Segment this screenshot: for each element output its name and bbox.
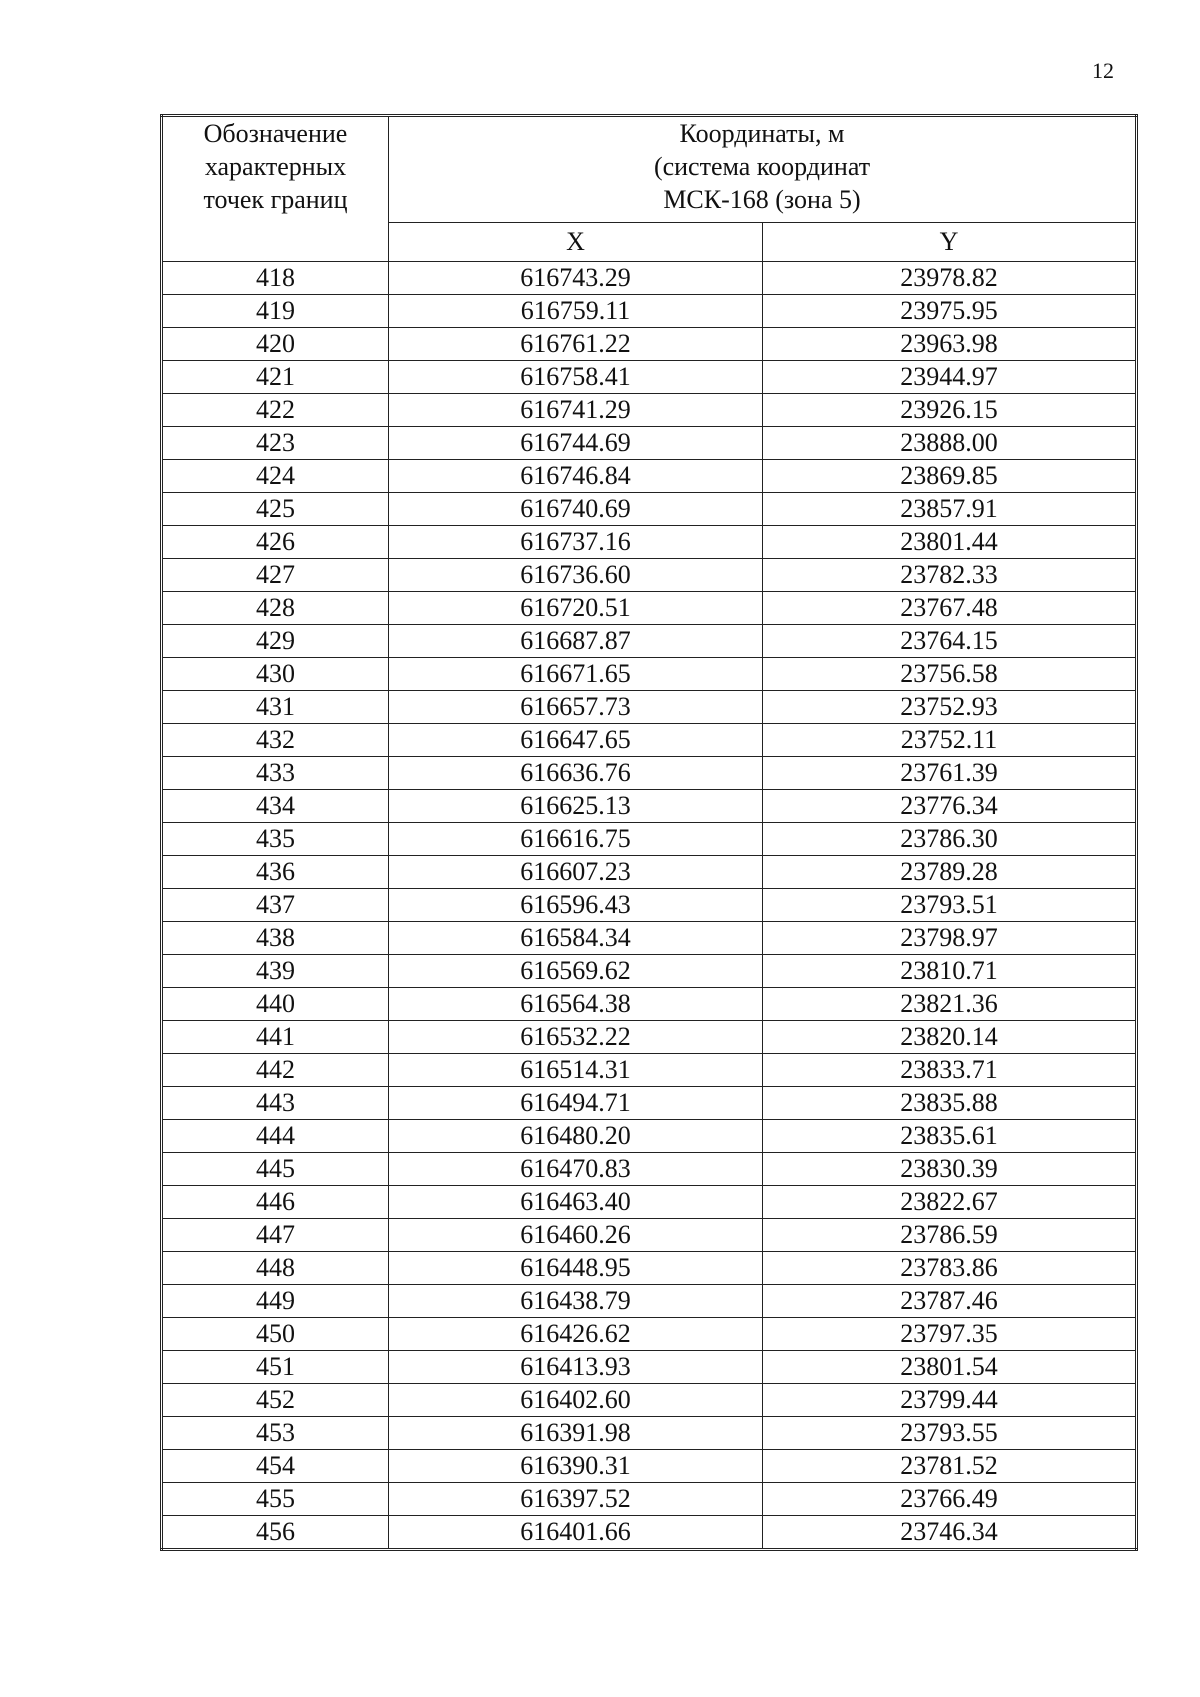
table-row bbox=[162, 1021, 1137, 1054]
x-coordinate-cell: 616671.65 bbox=[389, 658, 763, 691]
y-coordinate-cell: 23835.61 bbox=[763, 1120, 1137, 1153]
y-coordinate-cell: 23869.85 bbox=[763, 460, 1137, 493]
point-number-cell: 439 bbox=[162, 955, 389, 988]
table-row bbox=[162, 1252, 1137, 1285]
header-point-designation bbox=[162, 116, 389, 262]
x-coordinate-cell: 616463.40 bbox=[389, 1186, 763, 1219]
y-coordinate-cell: 23978.82 bbox=[763, 262, 1137, 295]
table-row bbox=[162, 1516, 1137, 1550]
point-number-cell: 424 bbox=[162, 460, 389, 493]
point-number-cell: 438 bbox=[162, 922, 389, 955]
table-row bbox=[162, 1285, 1137, 1318]
x-coordinate-cell: 616647.65 bbox=[389, 724, 763, 757]
table-row bbox=[162, 427, 1137, 460]
point-number-cell: 455 bbox=[162, 1483, 389, 1516]
table-row bbox=[162, 1318, 1137, 1351]
point-number-cell: 444 bbox=[162, 1120, 389, 1153]
point-number-cell: 449 bbox=[162, 1285, 389, 1318]
x-coordinate-cell: 616460.26 bbox=[389, 1219, 763, 1252]
table-row bbox=[162, 295, 1137, 328]
table-row bbox=[162, 1483, 1137, 1516]
y-coordinate-cell: 23926.15 bbox=[763, 394, 1137, 427]
x-coordinate-cell: 616397.52 bbox=[389, 1483, 763, 1516]
x-coordinate-cell: 616741.29 bbox=[389, 394, 763, 427]
y-coordinate-cell: 23776.34 bbox=[763, 790, 1137, 823]
y-coordinate-cell: 23857.91 bbox=[763, 493, 1137, 526]
y-coordinate-cell: 23798.97 bbox=[763, 922, 1137, 955]
table-row bbox=[162, 328, 1137, 361]
y-coordinate-cell: 23767.48 bbox=[763, 592, 1137, 625]
x-coordinate-cell: 616401.66 bbox=[389, 1516, 763, 1550]
x-coordinate-cell: 616736.60 bbox=[389, 559, 763, 592]
page-number: 12 bbox=[1092, 58, 1114, 83]
header-designation-line: точек границ bbox=[203, 185, 348, 214]
table-row bbox=[162, 1219, 1137, 1252]
point-number-cell: 434 bbox=[162, 790, 389, 823]
table-row bbox=[162, 691, 1137, 724]
point-number-cell: 421 bbox=[162, 361, 389, 394]
table-row bbox=[162, 592, 1137, 625]
y-coordinate-cell: 23786.59 bbox=[763, 1219, 1137, 1252]
table-row bbox=[162, 1384, 1137, 1417]
point-number-cell: 443 bbox=[162, 1087, 389, 1120]
table-row bbox=[162, 658, 1137, 691]
table-row bbox=[162, 955, 1137, 988]
point-number-cell: 426 bbox=[162, 526, 389, 559]
table-row bbox=[162, 1186, 1137, 1219]
point-number-cell: 447 bbox=[162, 1219, 389, 1252]
point-number-cell: 441 bbox=[162, 1021, 389, 1054]
y-coordinate-cell: 23789.28 bbox=[763, 856, 1137, 889]
x-coordinate-cell: 616759.11 bbox=[389, 295, 763, 328]
y-coordinate-cell: 23944.97 bbox=[763, 361, 1137, 394]
point-number-cell: 456 bbox=[162, 1516, 389, 1550]
point-number-cell: 430 bbox=[162, 658, 389, 691]
point-number-cell: 423 bbox=[162, 427, 389, 460]
x-coordinate-cell: 616657.73 bbox=[389, 691, 763, 724]
x-coordinate-cell: 616402.60 bbox=[389, 1384, 763, 1417]
point-number-cell: 451 bbox=[162, 1351, 389, 1384]
y-coordinate-cell: 23786.30 bbox=[763, 823, 1137, 856]
header-coordinates-line: МСК-168 (зона 5) bbox=[663, 185, 861, 214]
table-row bbox=[162, 757, 1137, 790]
y-coordinate-cell: 23797.35 bbox=[763, 1318, 1137, 1351]
point-number-cell: 422 bbox=[162, 394, 389, 427]
x-coordinate-cell: 616390.31 bbox=[389, 1450, 763, 1483]
x-coordinate-cell: 616426.62 bbox=[389, 1318, 763, 1351]
table-row bbox=[162, 1120, 1137, 1153]
point-number-cell: 446 bbox=[162, 1186, 389, 1219]
y-coordinate-cell: 23975.95 bbox=[763, 295, 1137, 328]
point-number-cell: 448 bbox=[162, 1252, 389, 1285]
y-coordinate-cell: 23833.71 bbox=[763, 1054, 1137, 1087]
x-coordinate-cell: 616737.16 bbox=[389, 526, 763, 559]
y-coordinate-cell: 23761.39 bbox=[763, 757, 1137, 790]
point-number-cell: 450 bbox=[162, 1318, 389, 1351]
x-coordinate-cell: 616413.93 bbox=[389, 1351, 763, 1384]
point-number-cell: 440 bbox=[162, 988, 389, 1021]
x-coordinate-cell: 616569.62 bbox=[389, 955, 763, 988]
x-coordinate-cell: 616607.23 bbox=[389, 856, 763, 889]
y-coordinate-cell: 23822.67 bbox=[763, 1186, 1137, 1219]
point-number-cell: 428 bbox=[162, 592, 389, 625]
x-coordinate-cell: 616470.83 bbox=[389, 1153, 763, 1186]
x-coordinate-cell: 616740.69 bbox=[389, 493, 763, 526]
header-y: Y bbox=[763, 223, 1137, 262]
x-coordinate-cell: 616391.98 bbox=[389, 1417, 763, 1450]
y-coordinate-cell: 23963.98 bbox=[763, 328, 1137, 361]
point-number-cell: 432 bbox=[162, 724, 389, 757]
x-coordinate-cell: 616514.31 bbox=[389, 1054, 763, 1087]
x-coordinate-cell: 616616.75 bbox=[389, 823, 763, 856]
x-coordinate-cell: 616584.34 bbox=[389, 922, 763, 955]
header-coordinates-line: (система координат bbox=[653, 152, 871, 181]
point-number-cell: 454 bbox=[162, 1450, 389, 1483]
table-row bbox=[162, 724, 1137, 757]
y-coordinate-cell: 23799.44 bbox=[763, 1384, 1137, 1417]
y-coordinate-cell: 23835.88 bbox=[763, 1087, 1137, 1120]
header-designation-line: Обозначение bbox=[203, 119, 348, 148]
x-coordinate-cell: 616596.43 bbox=[389, 889, 763, 922]
y-coordinate-cell: 23830.39 bbox=[763, 1153, 1137, 1186]
header-designation-line: характерных bbox=[204, 152, 347, 181]
x-coordinate-cell: 616636.76 bbox=[389, 757, 763, 790]
table-row bbox=[162, 625, 1137, 658]
y-coordinate-cell: 23766.49 bbox=[763, 1483, 1137, 1516]
table-row bbox=[162, 559, 1137, 592]
table-row bbox=[162, 790, 1137, 823]
point-number-cell: 420 bbox=[162, 328, 389, 361]
y-coordinate-cell: 23801.54 bbox=[763, 1351, 1137, 1384]
point-number-cell: 418 bbox=[162, 262, 389, 295]
table-row bbox=[162, 1351, 1137, 1384]
table-row bbox=[162, 1087, 1137, 1120]
table-row bbox=[162, 823, 1137, 856]
x-coordinate-cell: 616625.13 bbox=[389, 790, 763, 823]
y-coordinate-cell: 23820.14 bbox=[763, 1021, 1137, 1054]
table-row bbox=[162, 361, 1137, 394]
y-coordinate-cell: 23787.46 bbox=[763, 1285, 1137, 1318]
point-number-cell: 429 bbox=[162, 625, 389, 658]
x-coordinate-cell: 616448.95 bbox=[389, 1252, 763, 1285]
x-coordinate-cell: 616744.69 bbox=[389, 427, 763, 460]
y-coordinate-cell: 23756.58 bbox=[763, 658, 1137, 691]
header-x: X bbox=[389, 223, 763, 262]
table-row bbox=[162, 922, 1137, 955]
table-body bbox=[162, 262, 1137, 1550]
table-row bbox=[162, 988, 1137, 1021]
x-coordinate-cell: 616761.22 bbox=[389, 328, 763, 361]
y-coordinate-cell: 23821.36 bbox=[763, 988, 1137, 1021]
point-number-cell: 433 bbox=[162, 757, 389, 790]
table-row bbox=[162, 493, 1137, 526]
point-number-cell: 419 bbox=[162, 295, 389, 328]
x-coordinate-cell: 616494.71 bbox=[389, 1087, 763, 1120]
x-coordinate-cell: 616687.87 bbox=[389, 625, 763, 658]
point-number-cell: 452 bbox=[162, 1384, 389, 1417]
y-coordinate-cell: 23752.11 bbox=[763, 724, 1137, 757]
point-number-cell: 431 bbox=[162, 691, 389, 724]
x-coordinate-cell: 616758.41 bbox=[389, 361, 763, 394]
y-coordinate-cell: 23888.00 bbox=[763, 427, 1137, 460]
table-row bbox=[162, 262, 1137, 295]
point-number-cell: 427 bbox=[162, 559, 389, 592]
y-coordinate-cell: 23801.44 bbox=[763, 526, 1137, 559]
x-coordinate-cell: 616720.51 bbox=[389, 592, 763, 625]
y-coordinate-cell: 23782.33 bbox=[763, 559, 1137, 592]
point-number-cell: 425 bbox=[162, 493, 389, 526]
y-coordinate-cell: 23793.51 bbox=[763, 889, 1137, 922]
coordinates-table bbox=[160, 114, 1138, 1551]
header-coordinates bbox=[389, 116, 1137, 223]
point-number-cell: 453 bbox=[162, 1417, 389, 1450]
table-row bbox=[162, 526, 1137, 559]
point-number-cell: 442 bbox=[162, 1054, 389, 1087]
x-coordinate-cell: 616564.38 bbox=[389, 988, 763, 1021]
table-row bbox=[162, 1450, 1137, 1483]
y-coordinate-cell: 23783.86 bbox=[763, 1252, 1137, 1285]
table-row bbox=[162, 1153, 1137, 1186]
y-coordinate-cell: 23746.34 bbox=[763, 1516, 1137, 1550]
table-row bbox=[162, 856, 1137, 889]
x-coordinate-cell: 616532.22 bbox=[389, 1021, 763, 1054]
x-coordinate-cell: 616480.20 bbox=[389, 1120, 763, 1153]
table-row bbox=[162, 1417, 1137, 1450]
y-coordinate-cell: 23764.15 bbox=[763, 625, 1137, 658]
y-coordinate-cell: 23810.71 bbox=[763, 955, 1137, 988]
table-row bbox=[162, 460, 1137, 493]
point-number-cell: 445 bbox=[162, 1153, 389, 1186]
point-number-cell: 437 bbox=[162, 889, 389, 922]
y-coordinate-cell: 23752.93 bbox=[763, 691, 1137, 724]
point-number-cell: 436 bbox=[162, 856, 389, 889]
y-coordinate-cell: 23793.55 bbox=[763, 1417, 1137, 1450]
table-row bbox=[162, 394, 1137, 427]
point-number-cell: 435 bbox=[162, 823, 389, 856]
y-coordinate-cell: 23781.52 bbox=[763, 1450, 1137, 1483]
x-coordinate-cell: 616743.29 bbox=[389, 262, 763, 295]
x-coordinate-cell: 616438.79 bbox=[389, 1285, 763, 1318]
header-coordinates-line: Координаты, м bbox=[679, 119, 845, 148]
table-row bbox=[162, 889, 1137, 922]
x-coordinate-cell: 616746.84 bbox=[389, 460, 763, 493]
table-row bbox=[162, 1054, 1137, 1087]
